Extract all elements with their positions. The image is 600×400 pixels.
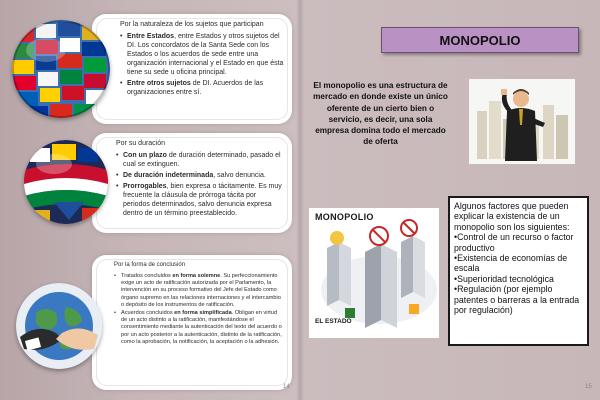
item-pre: Tratados concluidos xyxy=(121,273,173,279)
item-text: , entre Estados y otros sujetos del DI. Los concordatos de la Santa Sede con los Estados o los acuerdos de sede entre una organización internacional y el Estado en que ésta tiene su sede u oficina principal. xyxy=(127,33,284,76)
factor-item: •Existencia de economías de escala xyxy=(454,253,568,274)
card-sujetos xyxy=(92,14,292,124)
factor-item: •Regulación (por ejemplo patentes o barreras a la entrada por regulación) xyxy=(454,284,580,316)
card-forma-title: Por la forma de conclusión xyxy=(114,262,186,268)
card-duracion xyxy=(92,133,292,233)
factor-item: •Superioridad tecnológica xyxy=(454,273,554,284)
item-text: de duración determinado, pasado el cual se extinguen. xyxy=(123,152,281,168)
card-forma-conclusion xyxy=(92,255,292,390)
factors-box xyxy=(448,196,589,346)
item-text: de DI. Acuerdos de las organizaciones entre sí. xyxy=(127,80,264,96)
list-item xyxy=(116,182,284,218)
page-title: MONOPOLIO xyxy=(381,27,579,53)
list-item xyxy=(114,310,284,346)
card-duracion-list xyxy=(116,151,284,218)
factors-intro: Algunos factores que pueden explicar la existencia de un monopolio son los siguientes: xyxy=(454,201,570,232)
illustration-state-label: EL ESTADO xyxy=(315,318,352,325)
businessman-photo xyxy=(469,79,575,164)
item-bold: Con un plazo xyxy=(123,152,167,159)
list-item xyxy=(114,273,284,309)
globe-flags-icon xyxy=(12,20,110,118)
item-text: . Obligan en virtud de un acto distinto a la ratificación, manifestándose el consentimiento mediante la autenticación del texto del acuerdo o por un acto posterior a la autenticación, distinto de la ratificación, como la aprobación, la notificación, la aceptación o la adhesión. xyxy=(121,310,282,345)
list-item xyxy=(120,79,284,97)
list-item xyxy=(120,32,284,77)
page-number-right: 15 xyxy=(585,384,592,390)
illustration-heading: MONOPOLIO xyxy=(315,212,374,222)
item-bold: Entre Estados xyxy=(127,33,175,40)
item-pre: Acuerdos concluidos xyxy=(121,310,175,317)
item-text: . Su perfeccionamiento exige un acto de ratificación autorizada por el Parlamento, la intervención en su proceso formativo del Jefe del Estado como órgano supremo en las relaciones internaciones y el intercambio o depósito de los instrumentos de ratificación. xyxy=(121,273,281,308)
definition-text: El monopolio es una estructura de mercado en donde existe un único oferente de un cierto bien o servicio, es decir, una sola empresa domina todo el mercado de oferta xyxy=(313,81,448,147)
handshake-globe-icon xyxy=(16,283,102,369)
card-sujetos-title: Por la naturaleza de los sujetos que participan xyxy=(120,21,264,28)
item-bold: De duración indeterminada xyxy=(123,172,214,179)
card-forma-list xyxy=(114,273,284,346)
card-sujetos-list xyxy=(120,32,284,97)
item-bold: Entre otros sujetos xyxy=(127,80,191,87)
page-gutter xyxy=(296,0,304,400)
item-bold: en forma solemne xyxy=(172,273,221,279)
card-duracion-title: Por su duración xyxy=(116,140,166,147)
list-item xyxy=(116,151,284,169)
factor-item: •Control de un recurso o factor productivo xyxy=(454,232,574,253)
item-bold: Prorrogables xyxy=(123,183,167,190)
list-item xyxy=(116,171,284,180)
item-bold: en forma simplificada xyxy=(174,310,232,317)
flags-sphere-icon xyxy=(24,140,108,224)
item-text: , salvo denuncia. xyxy=(213,172,266,179)
monopoly-illustration xyxy=(309,208,439,338)
item-text: , bien expresa o tácitamente. Es muy frecuente la cláusula de prórroga tácita por periodos determinados, salvo denuncia expresa dentro de un término preestablecido. xyxy=(123,183,282,217)
page-number-left: 14 xyxy=(283,384,290,390)
